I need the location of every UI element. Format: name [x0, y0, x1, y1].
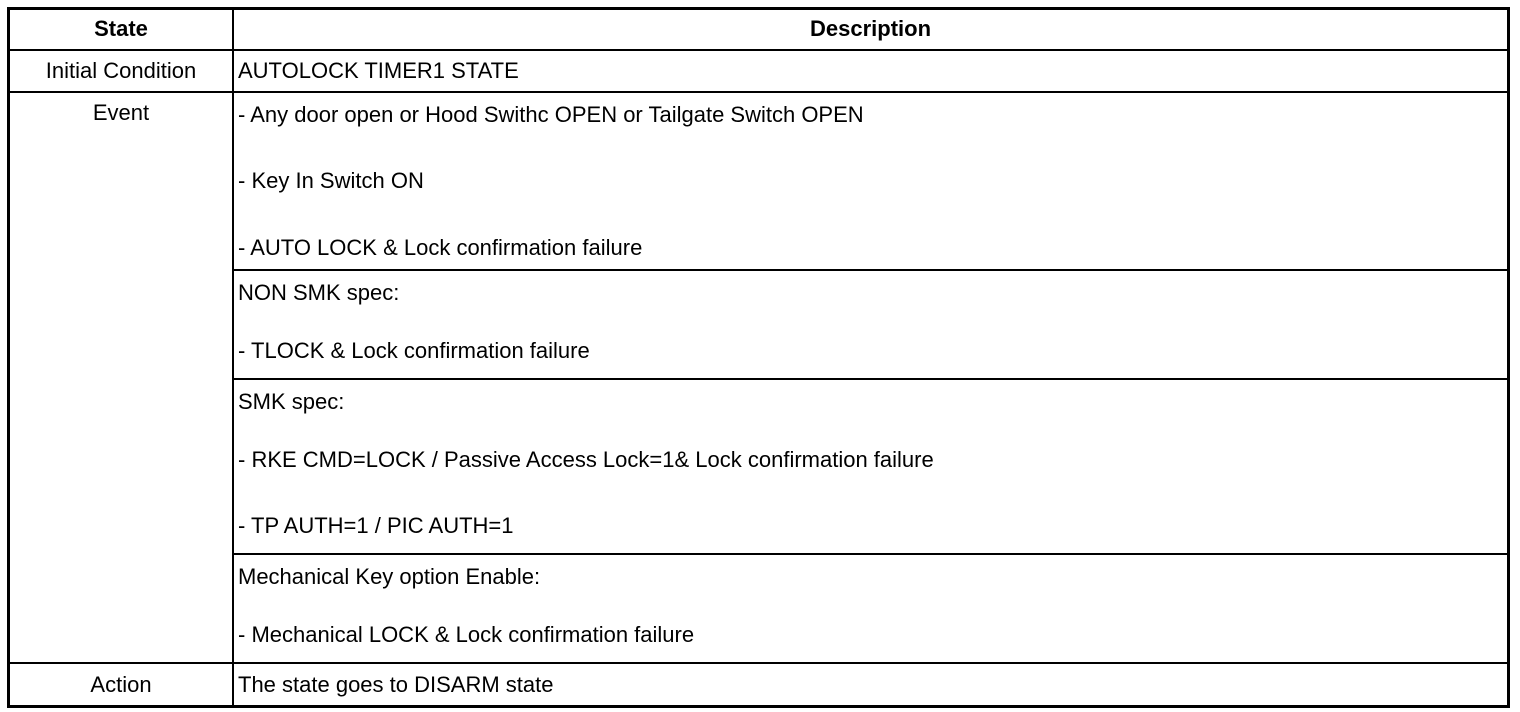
- action-state: Action: [90, 672, 152, 697]
- event-group3-line2: - TP AUTH=1 / PIC AUTH=1: [238, 513, 514, 538]
- event-state: Event: [92, 100, 150, 125]
- event-group1-line2: - Key In Switch ON: [238, 168, 424, 193]
- header-description: Description: [809, 16, 932, 41]
- event-group3-divider: [232, 553, 1507, 555]
- event-row-divider: [10, 662, 1507, 664]
- event-group2-title: NON SMK spec:: [238, 280, 400, 305]
- initial-row-divider: [10, 91, 1507, 93]
- event-group4-line1: - Mechanical LOCK & Lock confirmation failure: [238, 622, 695, 647]
- event-group2-divider: [232, 378, 1507, 380]
- header-state: State: [94, 16, 148, 41]
- action-description: The state goes to DISARM state: [238, 672, 554, 697]
- column-divider: [232, 10, 234, 705]
- event-group1-line3: - AUTO LOCK & Lock confirmation failure: [238, 235, 643, 260]
- event-group3-title: SMK spec:: [238, 389, 345, 414]
- initial-condition-state: Initial Condition: [45, 58, 197, 83]
- event-group3-line1: - RKE CMD=LOCK / Passive Access Lock=1& Lock confirmation failure: [238, 447, 934, 472]
- event-group4-title: Mechanical Key option Enable:: [238, 564, 541, 589]
- initial-condition-description: AUTOLOCK TIMER1 STATE: [238, 58, 519, 83]
- event-group2-line1: - TLOCK & Lock confirmation failure: [238, 338, 590, 363]
- event-group1-divider: [232, 269, 1507, 271]
- state-table: [7, 7, 1510, 708]
- event-group1-line1: - Any door open or Hood Swithc OPEN or Tailgate Switch OPEN: [238, 102, 864, 127]
- header-row-divider: [10, 49, 1507, 51]
